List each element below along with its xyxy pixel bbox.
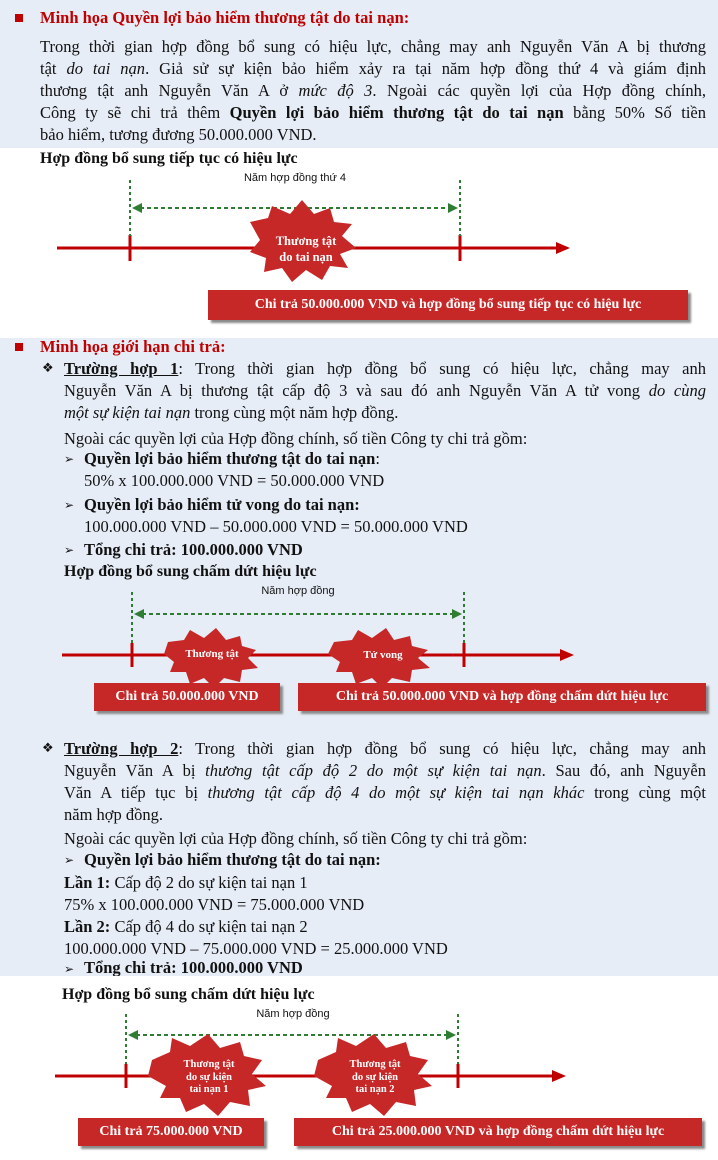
diagram3-burst1-label: Thương tật do sự kiện tai nạn 1 (183, 1059, 235, 1095)
case1-line-1: Trường hợp 1: Trong thời gian hợp đồng bổ sung có hiệu lực, chẳng may anh (64, 359, 706, 378)
case2-line-1: Trường hợp 2: Trong thời gian hợp đồng bổ sung có hiệu lực, chẳng may anh (64, 739, 706, 758)
diagram2-span-label: Năm hợp đồng (261, 585, 335, 597)
arrow-bullet-icon: ➢ (64, 452, 75, 466)
case1-benefit-1: Quyền lợi bảo hiểm thương tật do tai nạn: (84, 449, 380, 468)
section1-line-4: Công ty sẽ chi trả thêm Quyền lợi bảo hiểm thương tật do tai nạn bằng 50% Số tiền (40, 103, 706, 122)
diagram2-payout-box-1: Chi trả 50.000.000 VND (94, 683, 280, 711)
case2-time-1: Lần 1: Cấp độ 2 do sự kiện tai nạn 1 (64, 873, 308, 892)
diagram3-timeline (55, 1064, 566, 1088)
case2-line-3: Văn A tiếp tục bị thương tật cấp độ 4 do một sự kiện tai nạn khác trong cùng một (64, 783, 706, 802)
case2-time-2: Lần 2: Cấp độ 4 do sự kiện tai nạn 2 (64, 917, 308, 936)
case2-line-2: Nguyễn Văn A bị thương tật cấp độ 2 do một sự kiện tai nạn. Sau đó, anh Nguyễn (64, 761, 706, 780)
arrow-bullet-icon: ➢ (64, 498, 75, 512)
diagram2-title: Hợp đồng bổ sung chấm dứt hiệu lực (64, 563, 317, 580)
section1-line-3: thương tật anh Nguyễn Văn A ở mức độ 3. Ngoài các quyền lợi của Hợp đồng chính, (40, 81, 706, 100)
diagram1-payout-box: Chi trả 50.000.000 VND và hợp đồng bổ sung tiếp tục có hiệu lực (208, 290, 688, 320)
case1-benefit-1-calc: 50% x 100.000.000 VND = 50.000.000 VND (84, 471, 385, 490)
diagram3-title: Hợp đồng bổ sung chấm dứt hiệu lực (62, 986, 315, 1003)
diamond-bullet-icon: ❖ (42, 361, 54, 376)
case2-time-1-calc: 75% x 100.000.000 VND = 75.000.000 VND (64, 895, 365, 914)
arrow-bullet-icon: ➢ (64, 543, 75, 557)
diagram3-payout-box-1: Chi trả 75.000.000 VND (78, 1118, 264, 1146)
section1-line-2: tật do tai nạn. Giả sử sự kiện bảo hiểm xảy ra tại năm hợp đồng thứ 4 và giám định (40, 59, 707, 78)
section1-heading: Minh họa Quyền lợi bảo hiểm thương tật do tai nạn: (40, 8, 410, 27)
diagram1-title: Hợp đồng bổ sung tiếp tục có hiệu lực (40, 150, 298, 167)
case1-line-2: Nguyễn Văn A bị thương tật cấp độ 3 và sau đó anh Nguyễn Văn A tử vong do cùng (64, 381, 706, 400)
diagram3-burst2-label: Thương tật do sự kiện tai nạn 2 (349, 1059, 401, 1095)
case1-total: Tổng chi trả: 100.000.000 VND (84, 540, 303, 559)
case1-line-4: Ngoài các quyền lợi của Hợp đồng chính, số tiền Công ty chi trả gồm: (64, 429, 528, 448)
case2-line-4: năm hợp đồng. (64, 805, 164, 824)
case2-line-5: Ngoài các quyền lợi của Hợp đồng chính, số tiền Công ty chi trả gồm: (64, 829, 528, 848)
case1-benefit-2-calc: 100.000.000 VND – 50.000.000 VND = 50.000.000 VND (84, 517, 468, 536)
section1-line-1: Trong thời gian hợp đồng bổ sung có hiệu lực, chẳng may anh Nguyễn Văn A bị thương (40, 37, 706, 56)
case2-total: Tổng chi trả: 100.000.000 VND (84, 958, 303, 976)
diagram2-payout-box-2: Chi trả 50.000.000 VND và hợp đồng chấm dứt hiệu lực (298, 683, 706, 711)
case1-line-3: một sự kiện tai nạn trong cùng một năm hợp đồng. (64, 403, 399, 422)
diamond-bullet-icon: ❖ (42, 741, 54, 756)
diagram1-span-label: Năm hợp đồng thứ 4 (243, 172, 347, 184)
arrow-bullet-icon: ➢ (64, 853, 75, 867)
diagram3-span-label: Năm hợp đồng (256, 1008, 330, 1020)
diagram2-burst2-label: Tử vong (363, 649, 403, 661)
diagram3-payout-box-2: Chi trả 25.000.000 VND và hợp đồng chấm dứt hiệu lực (294, 1118, 702, 1146)
case2-benefit-1: Quyền lợi bảo hiểm thương tật do tai nạn: (84, 850, 381, 869)
section1-line-5: bảo hiểm, tương đương 50.000.000 VND. (40, 125, 317, 144)
section2-heading: Minh họa giới hạn chi trả: (40, 337, 226, 356)
diagram1-burst-label: Thương tật do tai nạn (275, 234, 337, 264)
diagram2-burst1-label: Thương tật (185, 648, 239, 660)
case1-benefit-2: Quyền lợi bảo hiểm tử vong do tai nạn: (84, 495, 360, 514)
case2-time-2-calc: 100.000.000 VND – 75.000.000 VND = 25.000.000 VND (64, 939, 448, 958)
arrow-bullet-icon: ➢ (64, 962, 75, 976)
